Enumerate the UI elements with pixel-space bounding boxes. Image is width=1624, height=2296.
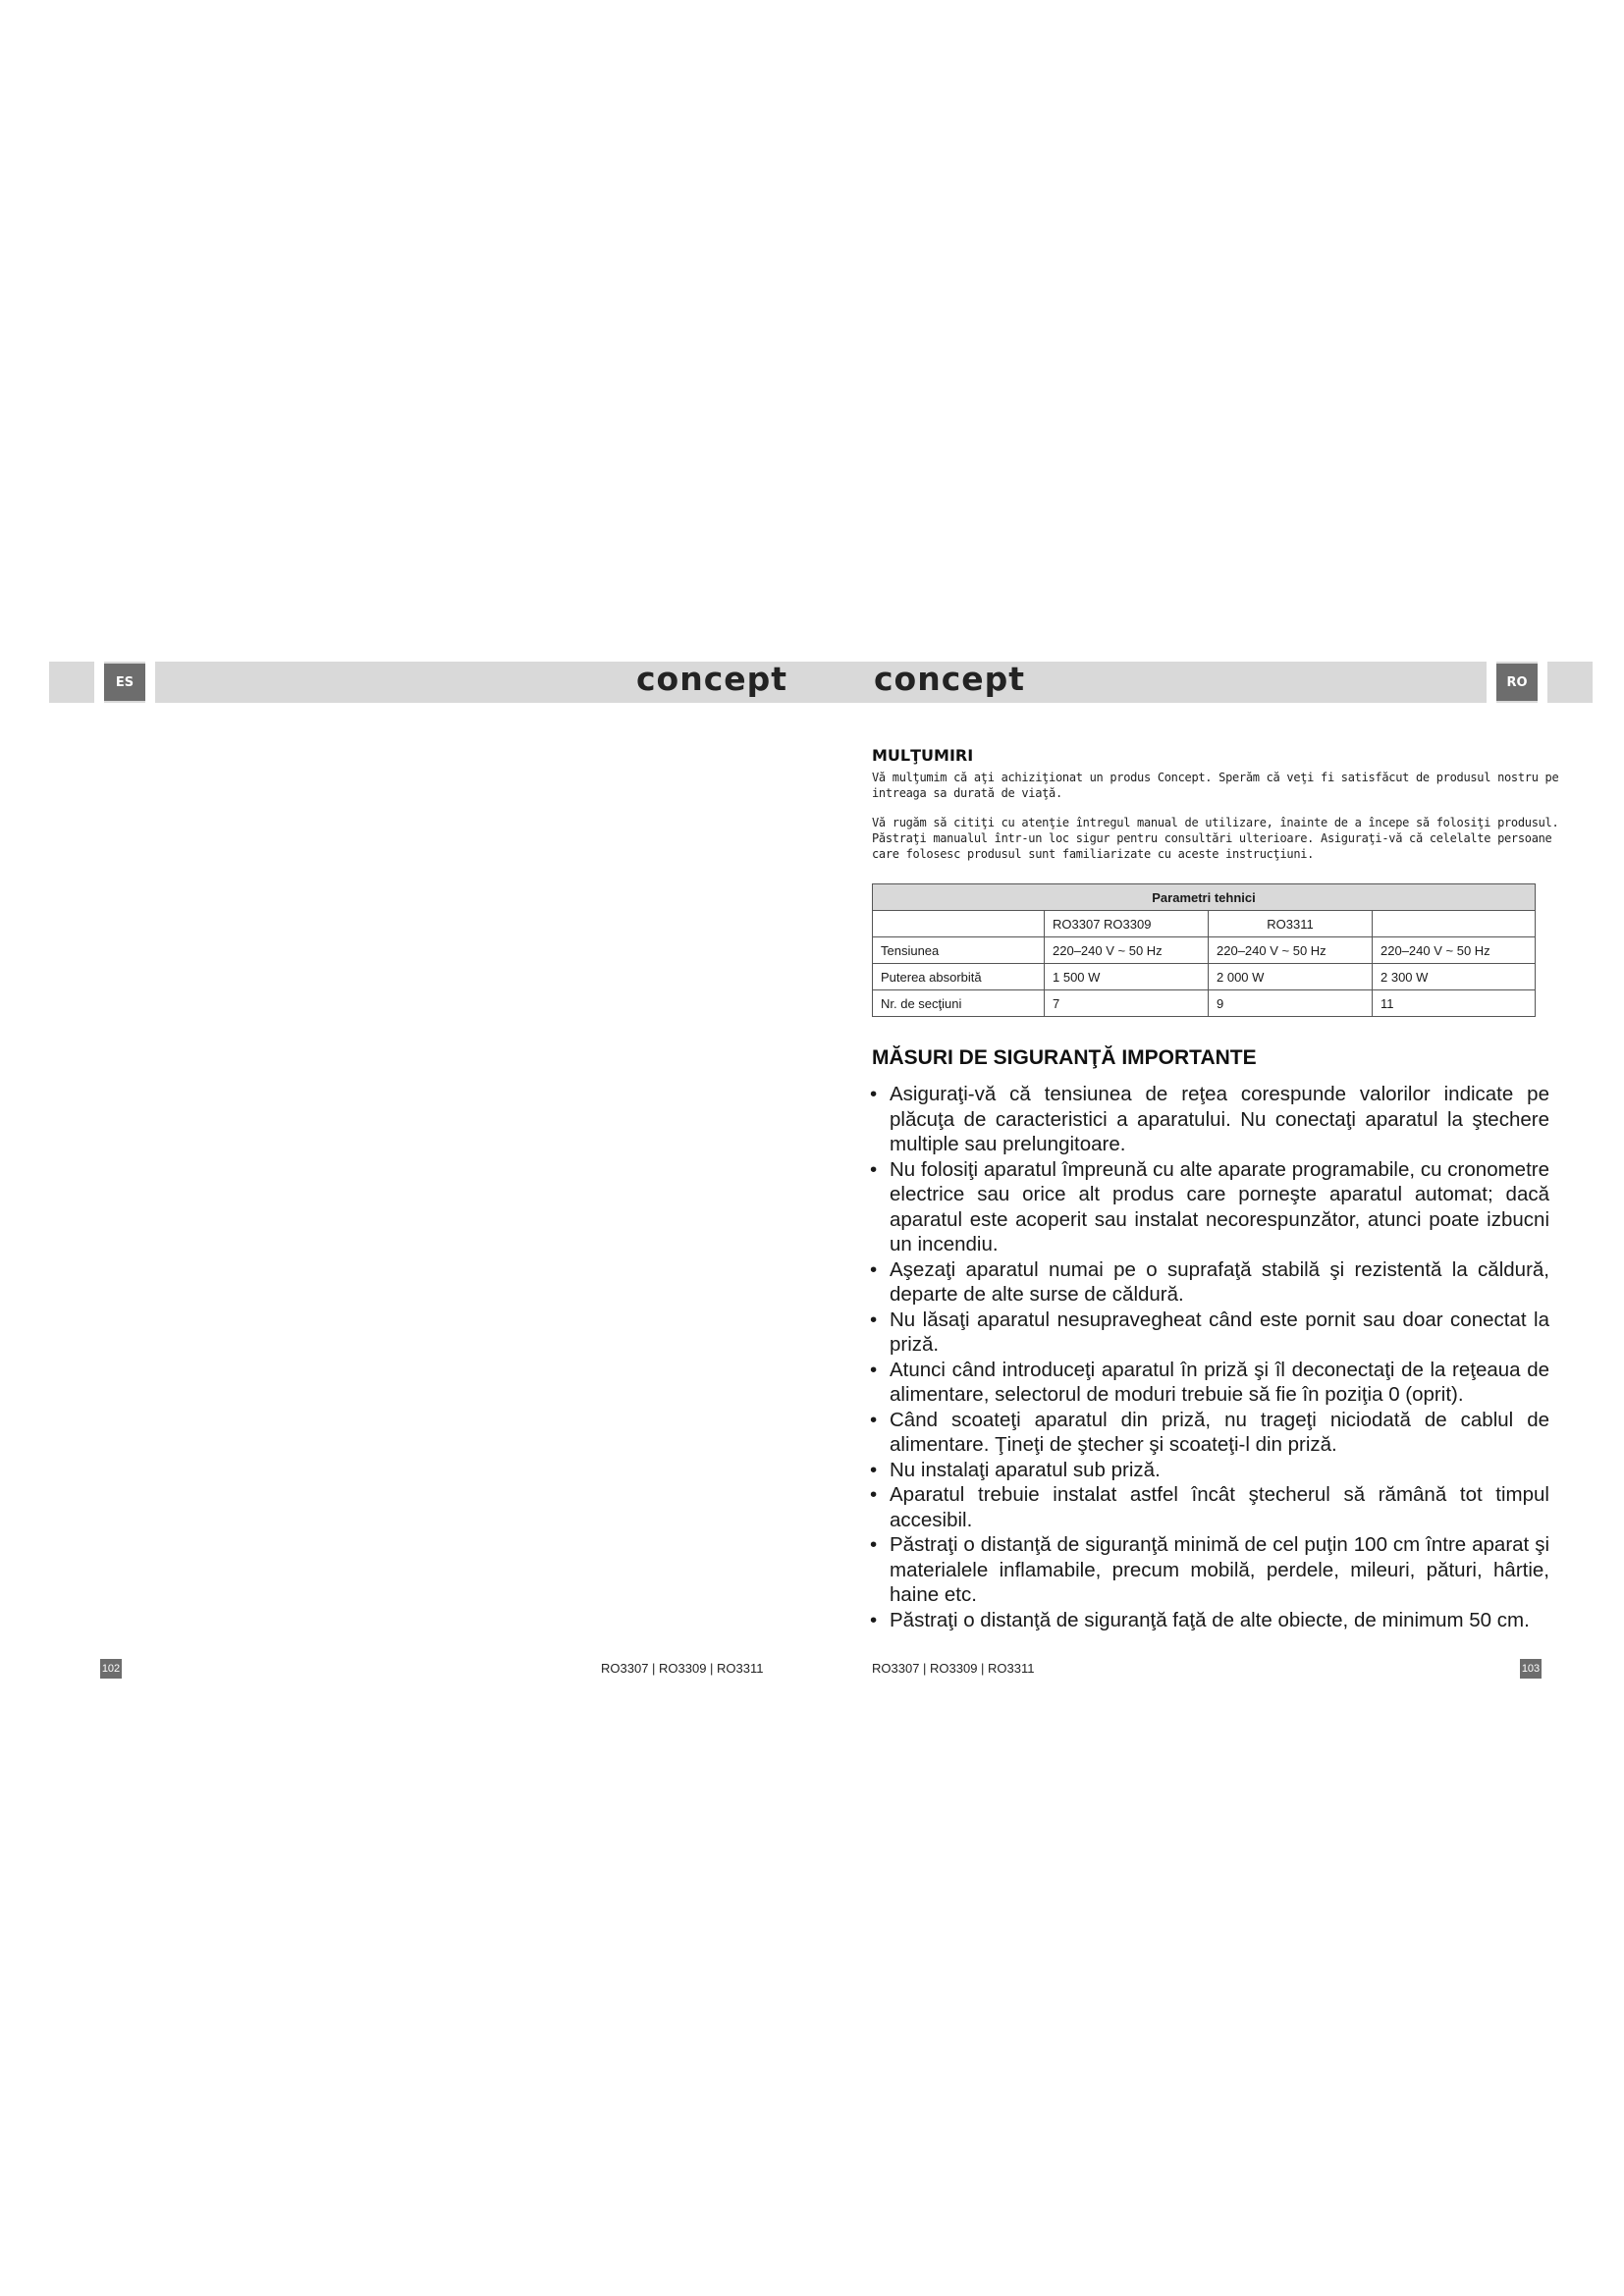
list-item-text: Nu folosiţi aparatul împreună cu alte aparate programabile, cu cronometre electrice sau orice alt produs care porneşte aparatul automat; dacă aparatul este acoperit sau instalat necorespunzător, atunci poate izbucni un incendiu. xyxy=(890,1157,1549,1255)
list-item xyxy=(868,1157,1549,1257)
list-item-text: Asiguraţi-vă că tensiunea de reţea corespunde valorilor indicate pe plăcuţa de caracteristici a aparatului. Nu conectaţi aparatul la ştechere multiple sau prelungitoare. xyxy=(890,1083,1549,1155)
list-item xyxy=(868,1257,1549,1308)
table-row xyxy=(873,990,1536,1017)
table-cell: 9 xyxy=(1209,990,1373,1017)
safety-title: MĂSURI DE SIGURANŢĂ IMPORTANTE xyxy=(872,1046,1257,1069)
list-item-text: Nu instalaţi aparatul sub priză. xyxy=(890,1458,1161,1481)
table-cell: 220–240 V ~ 50 Hz xyxy=(1045,937,1209,964)
table-cell xyxy=(1373,911,1536,937)
list-item-text: Păstraţi o distanţă de siguranţă minimă de cel puţin 100 cm între aparat şi materialele inflamabile, precum mobilă, perdele, mileuri, pături, hârtie, haine etc. xyxy=(890,1533,1549,1606)
list-item xyxy=(868,1482,1549,1532)
bullet-icon: • xyxy=(870,1533,878,1556)
bullet-icon: • xyxy=(870,1083,878,1105)
thanks-title: MULŢUMIRI xyxy=(872,746,974,765)
header-spacer xyxy=(145,662,155,703)
table-row xyxy=(873,911,1536,937)
table-cell xyxy=(873,911,1045,937)
list-item-text: Nu lăsaţi aparatul nesupravegheat când este pornit sau doar conectat la priză. xyxy=(890,1308,1549,1356)
table-cell: 220–240 V ~ 50 Hz xyxy=(1209,937,1373,964)
list-item-text: Când scoateţi aparatul din priză, nu trageţi niciodată de cablul de alimentare. Ţineţi de ştecher şi scoateţi-l din priză. xyxy=(890,1408,1549,1456)
spec-table-title: Parametri tehnici xyxy=(873,884,1536,911)
header-bar xyxy=(49,662,1593,703)
list-item-text: Aşezaţi aparatul numai pe o suprafaţă stabilă şi rezistentă la căldură, departe de alte surse de căldură. xyxy=(890,1257,1549,1306)
list-item xyxy=(868,1608,1549,1633)
spec-table xyxy=(872,883,1536,1017)
table-cell: RO3311 xyxy=(1209,911,1373,937)
table-cell: Nr. de secţiuni xyxy=(873,990,1045,1017)
list-item xyxy=(868,1358,1549,1408)
page-number-left: 102 xyxy=(100,1659,122,1679)
list-item xyxy=(868,1532,1549,1608)
list-item-text: Atunci când introduceţi aparatul în priză şi îl deconectaţi de la reţeaua de alimentare, selectorul de moduri trebuie să fie în poziţia 0 (oprit). xyxy=(890,1358,1549,1406)
list-item xyxy=(868,1458,1549,1483)
page-number-right: 103 xyxy=(1520,1659,1542,1679)
bullet-icon: • xyxy=(870,1157,878,1181)
header-spacer xyxy=(1538,662,1547,703)
bullet-icon: • xyxy=(870,1608,878,1631)
brand-logo-left: concept xyxy=(636,660,788,698)
table-cell: Tensiunea xyxy=(873,937,1045,964)
table-cell: 1 500 W xyxy=(1045,964,1209,990)
bullet-icon: • xyxy=(870,1358,878,1381)
table-cell: 220–240 V ~ 50 Hz xyxy=(1373,937,1536,964)
header-spacer xyxy=(1487,662,1496,703)
footer-models-left: RO3307 | RO3309 | RO3311 xyxy=(601,1661,764,1676)
bullet-icon: • xyxy=(870,1257,878,1281)
list-item xyxy=(868,1408,1549,1458)
footer-models-right: RO3307 | RO3309 | RO3311 xyxy=(872,1661,1035,1676)
thanks-paragraph-2: Vă rugăm să citiţi cu atenţie întregul manual de utilizare, înainte de a începe să folosiţi produsul. Păstraţi manualul într-un loc sigur pentru consultări ulterioare. Asiguraţi-vă că celelalte persoane care folosesc produsul sunt familiarizate cu aceste instrucţiuni. xyxy=(872,816,1559,861)
table-cell: 2 300 W xyxy=(1373,964,1536,990)
bullet-icon: • xyxy=(870,1308,878,1331)
language-badge-ro: RO xyxy=(1496,664,1538,701)
brand-logo-right: concept xyxy=(874,660,1026,698)
list-item-text: Aparatul trebuie instalat astfel încât ştecherul să rămână tot timpul accesibil. xyxy=(890,1483,1549,1531)
list-item-text: Păstraţi o distanţă de siguranţă faţă de alte obiecte, de minimum 50 cm. xyxy=(890,1608,1530,1631)
table-cell: Puterea absorbită xyxy=(873,964,1045,990)
header-spacer xyxy=(94,662,104,703)
safety-list xyxy=(868,1082,1549,1632)
bullet-icon: • xyxy=(870,1458,878,1481)
bullet-icon: • xyxy=(870,1408,878,1431)
table-row xyxy=(873,937,1536,964)
table-cell: 11 xyxy=(1373,990,1536,1017)
table-cell: 7 xyxy=(1045,990,1209,1017)
table-cell: 2 000 W xyxy=(1209,964,1373,990)
table-row xyxy=(873,964,1536,990)
list-item xyxy=(868,1082,1549,1157)
bullet-icon: • xyxy=(870,1483,878,1506)
list-item xyxy=(868,1308,1549,1358)
language-badge-es: ES xyxy=(104,664,145,701)
table-cell: RO3307 RO3309 xyxy=(1045,911,1209,937)
thanks-paragraph-1: Vă mulţumim că aţi achiziţionat un produs Concept. Sperăm că veţi fi satisfăcut de produsul nostru pe intreaga sa durată de viaţă. xyxy=(872,771,1559,800)
